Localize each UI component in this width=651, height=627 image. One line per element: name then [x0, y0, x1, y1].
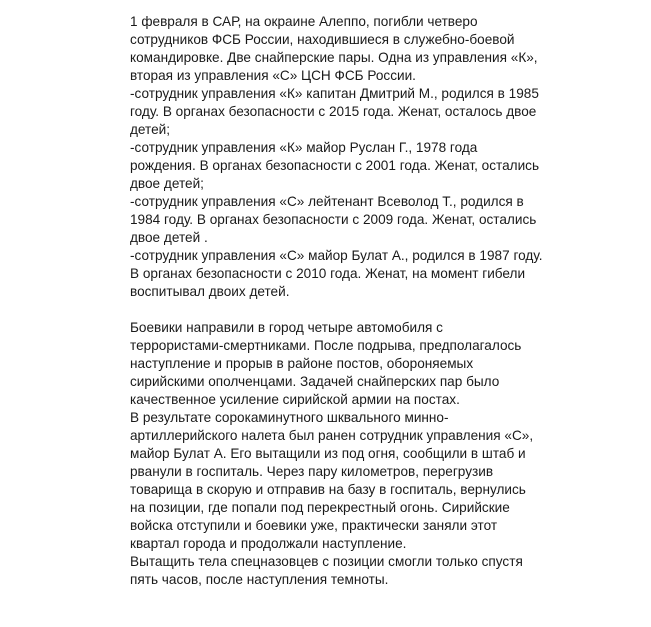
- text-line: -сотрудник управления «С» лейтенант Всеволод Т., родился в: [130, 194, 524, 209]
- text-line: квартал города и продолжали наступление.: [130, 536, 407, 551]
- text-line: -сотрудник управления «К» майор Руслан Г., 1978 года: [130, 140, 478, 155]
- text-line: 1984 году. В органах безопасности с 2009 года. Женат, остались: [130, 212, 537, 227]
- text-line: качественное усиление сирийской армии на постах.: [130, 392, 460, 407]
- text-line: командировке. Две снайперские пары. Одна из управления «К»,: [130, 50, 538, 65]
- text-line: наступление и прорыв в районе постов, обороняемых: [130, 356, 474, 371]
- text-line: воспитывал двоих детей.: [130, 284, 290, 299]
- text-line: В органах безопасности с 2010 года. Женат, на момент гибели: [130, 266, 526, 281]
- text-line: году. В органах безопасности с 2015 года. Женат, осталось двое: [130, 104, 537, 119]
- message-text: [130, 13, 543, 589]
- text-line: сирийскими ополченцами. Задачей снайперских пар было: [130, 374, 500, 389]
- text-line: террористами-смертниками. После подрыва, предполагалось: [130, 338, 522, 353]
- text-line: 1 февраля в САР, на окраине Алеппо, погибли четверо: [130, 14, 478, 29]
- text-line: пять часов, после наступления темноты.: [130, 572, 389, 587]
- message-paragraph-1: [130, 13, 543, 301]
- text-line: -сотрудник управления «К» капитан Дмитрий М., родился в 1985: [130, 86, 539, 101]
- text-line: В результате сорокаминутного шквального минно-: [130, 410, 449, 425]
- text-line: Вытащить тела спецназовцев с позиции смогли только спустя: [130, 554, 523, 569]
- text-line: сотрудников ФСБ России, находившиеся в служебно-боевой: [130, 32, 515, 47]
- text-line: рванули в госпиталь. Через пару километров, перегрузив: [130, 464, 494, 479]
- paragraph-spacer: [130, 301, 540, 319]
- text-line: -сотрудник управления «С» майор Булат А., родился в 1987 году.: [130, 248, 543, 263]
- text-line: детей;: [130, 122, 171, 137]
- text-line: двое детей .: [130, 230, 208, 245]
- text-line: товарища в скорую и отправив на базу в госпиталь, вернулись: [130, 482, 526, 497]
- text-line: вторая из управления «С» ЦСН ФСБ России.: [130, 68, 416, 83]
- text-line: артиллерийского налета был ранен сотрудник управления «С»,: [130, 428, 534, 443]
- text-line: двое детей;: [130, 176, 204, 191]
- text-line: майор Булат А. Его вытащили из под огня, сообщили в штаб и: [130, 446, 526, 461]
- text-line: войска отступили и боевики уже, практически заняли этот: [130, 518, 498, 533]
- text-line: на позиции, где попали под перекрестный огонь. Сирийские: [130, 500, 510, 515]
- message-paragraph-2: [130, 319, 540, 589]
- text-line: рождения. В органах безопасности с 2001 года. Женат, остались: [130, 158, 540, 173]
- text-line: Боевики направили в город четыре автомобиля с: [130, 320, 443, 335]
